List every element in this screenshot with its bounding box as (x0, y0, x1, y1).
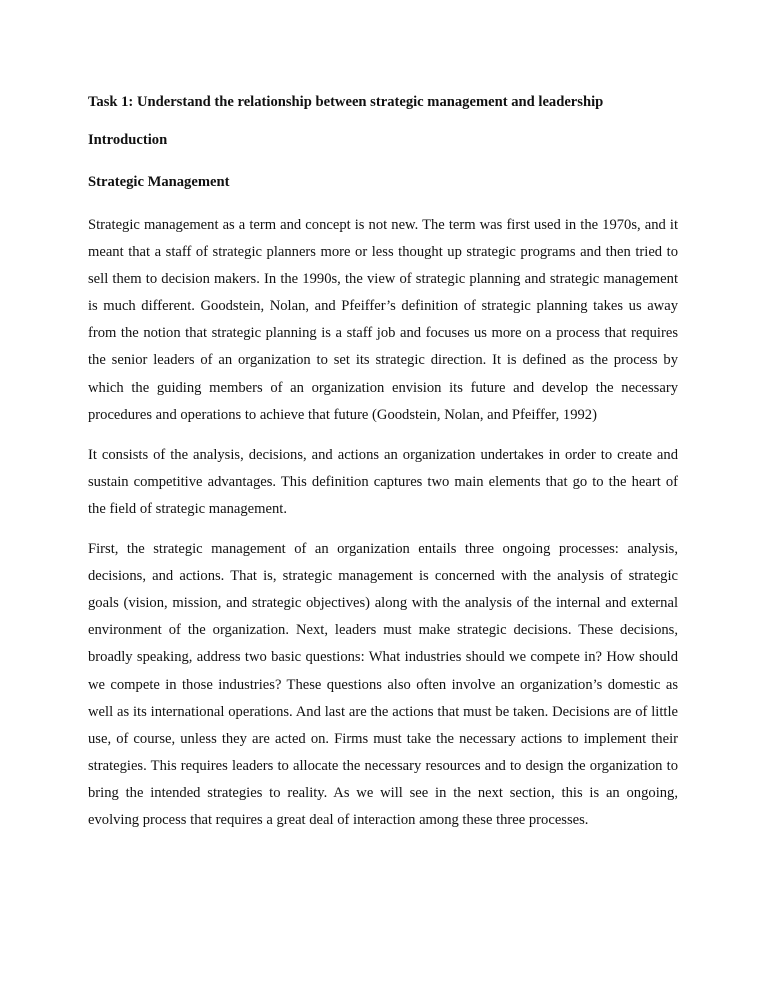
body-text (88, 212, 678, 834)
task-heading: Task 1: Understand the relationship between strategic management and leadership (88, 94, 604, 110)
paragraph-definition: Strategic management as a term and concept is not new. The term was first used in the 1970s, and it meant that a staff of strategic planners more or less thought up strategic programs and then tried to sell them to decision makers. In the 1990s, the view of strategic planning and strategic management is much different. Goodstein, Nolan, and Pfeiffer’s definition of strategic planning takes us away from the notion that strategic planning is a staff job and focuses us more on a process that requires the senior leaders of an organization to set its strategic direction. It is defined as the process by which the guiding members of an organization envision its future and develop the necessary procedures and operations to achieve that future (Goodstein, Nolan, and Pfeiffer, 1992) (88, 217, 678, 423)
section-heading-introduction: Introduction (88, 132, 168, 148)
document-page (88, 93, 678, 834)
paragraph-processes: First, the strategic management of an organization entails three ongoing processes: analysis, decisions, and actions. That is, strategic management is concerned with the analysis of strategic goals (vision, mission, and strategic objectives) along with the analysis of the internal and external environment of the organization. Next, leaders must make strategic decisions. These decisions, broadly speaking, address two basic questions: What industries should we compete in? How should we compete in those industries? These questions also often involve an organization’s domestic as well as its international operations. And last are the actions that must be taken. Decisions are of little use, of course, unless they are acted on. Firms must take the necessary actions to implement their strategies. This requires leaders to allocate the necessary resources and to design the organization to bring the intended strategies to reality. As we will see in the next section, this is an ongoing, evolving process that requires a great deal of interaction among these three processes. (88, 541, 678, 828)
paragraph-elements: It consists of the analysis, decisions, and actions an organization undertakes in order to create and sustain competitive advantages. This definition captures two main elements that go to the heart of the field of strategic management. (88, 446, 678, 517)
subsection-heading-strategic-management: Strategic Management (88, 174, 230, 190)
